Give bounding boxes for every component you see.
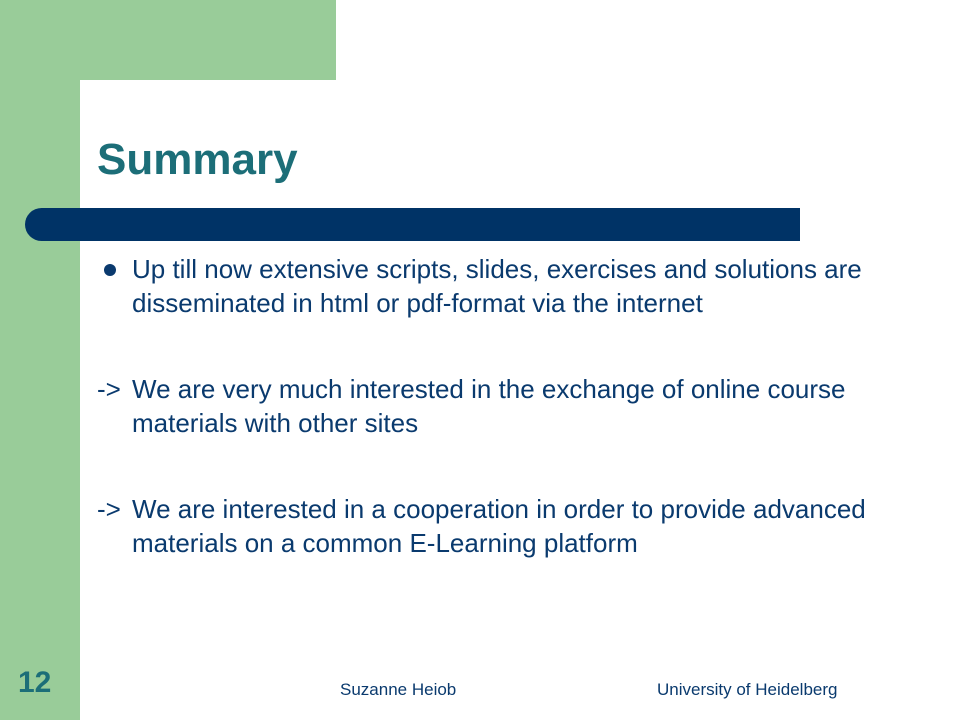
slide-title: Summary — [97, 135, 298, 184]
slide-body — [97, 252, 877, 560]
slide-number: 12 — [18, 666, 52, 699]
bullet-text: Up till now extensive scripts, slides, exercises and solutions are disseminated in html or pdf-format via the internet — [132, 254, 862, 318]
left-decor-band — [0, 0, 80, 720]
arrow-marker: -> — [97, 494, 121, 524]
arrow-paragraph-2 — [97, 492, 877, 560]
top-decor-band — [80, 0, 336, 80]
footer-organization: University of Heidelberg — [657, 680, 838, 699]
bullet-item — [97, 252, 877, 320]
title-underline-bar — [25, 208, 800, 241]
arrow-paragraph-text: We are interested in a cooperation in order to provide advanced materials on a common E-Learning platform — [132, 494, 866, 558]
bullet-dot-icon — [104, 264, 116, 276]
footer-author: Suzanne Heiob — [340, 680, 457, 699]
arrow-paragraph-1 — [97, 372, 877, 440]
arrow-marker: -> — [97, 374, 121, 404]
arrow-paragraph-text: We are very much interested in the exchange of online course materials with other sites — [132, 374, 846, 438]
